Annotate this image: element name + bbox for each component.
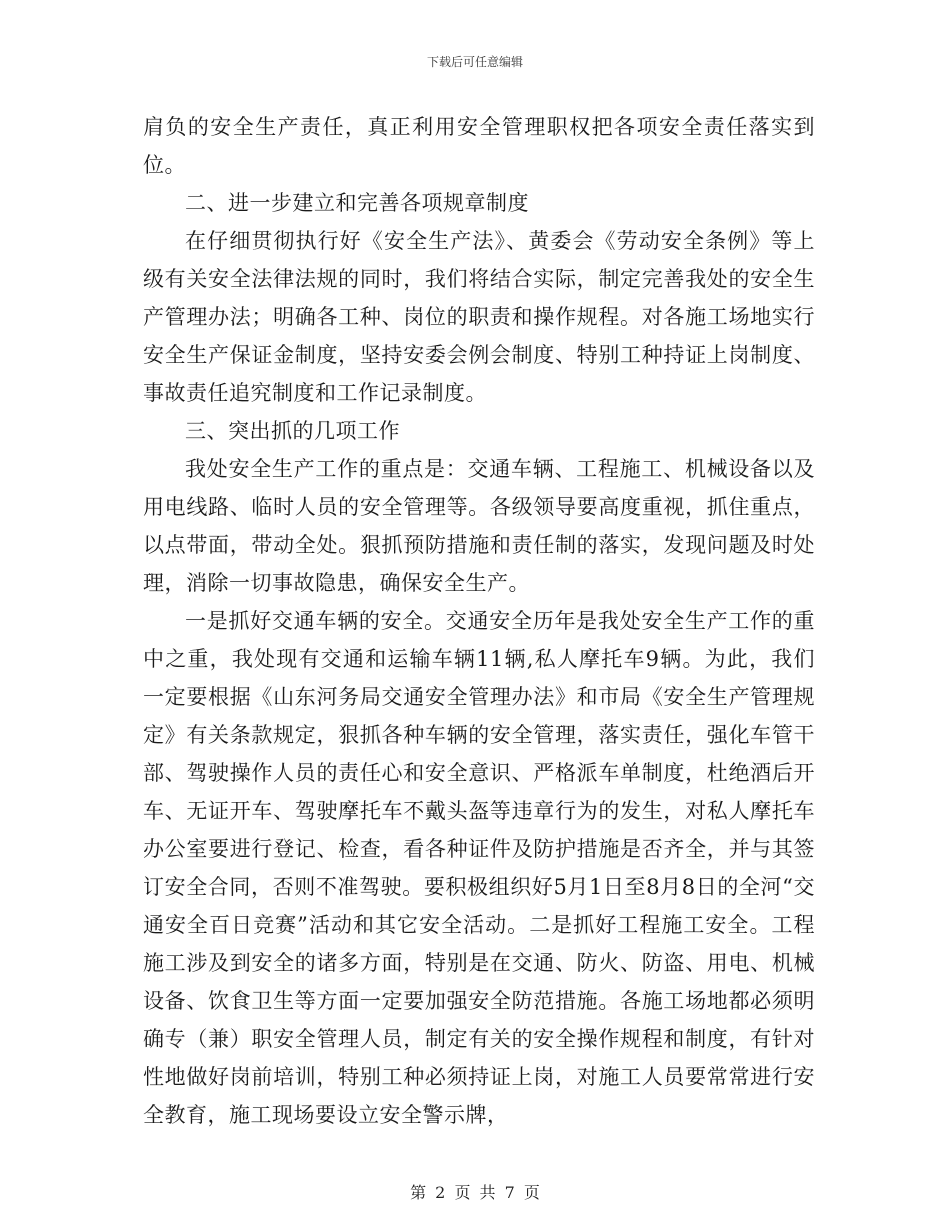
paragraph-traffic-safety: 一是抓好交通车辆的安全。交通安全历年是我处安全生产工作的重中之重，我处现有交通和运输车辆11辆,私人摩托车9辆。为此，我们一定要根据《山东河务局交通安全管理办法》和市局《安全生产管理规定》有关条款规定，狠抓各种车辆的安全管理，落实责任，强化车管干部、驾驶操作人员的责任心和安全意识、严格派车单制度，杜绝酒后开车、无证开车、驾驶摩托车不戴头盔等违章行为的发生，对私人摩托车办公室要进行登记、检查，看各种证件及防护措施是否齐全，并与其签订安全合同，否则不准驾驶。要积极组织好5月1日至8月8日的全河“交通安全百日竞赛”活动和其它安全活动。二是抓好工程施工安全。工程施工涉及到安全的诸多方面，特别是在交通、防火、防盗、用电、机械设备、饮食卫生等方面一定要加强安全防范措施。各施工场地都必须明确专（兼）职安全管理人员，制定有关的安全操作规程和制度，有针对性地做好岗前培训，特别工种必须持证上岗，对施工人员要常常进行安全教育，施工现场要设立安全警示牌，	[143, 609, 815, 1127]
document-body	[143, 108, 815, 1134]
page-number: 第 2 页 共 7 页	[410, 1183, 540, 1202]
paragraph-continuation: 肩负的安全生产责任，真正利用安全管理职权把各项安全责任落实到位。	[143, 115, 815, 177]
section-heading-3: 三、突出抓的几项工作	[185, 419, 400, 443]
section-heading-2: 二、进一步建立和完善各项规章制度	[185, 191, 529, 215]
page-header: 下载后可任意编辑	[426, 55, 523, 69]
paragraph-regulations: 在仔细贯彻执行好《安全生产法》、黄委会《劳动安全条例》等上级有关安全法律法规的同时，我们将结合实际，制定完善我处的安全生产管理办法；明确各工种、岗位的职责和操作规程。对各施工场地实行安全生产保证金制度，坚持安委会例会制度、特别工种持证上岗制度、事故责任追究制度和工作记录制度。	[143, 229, 815, 405]
paragraph-key-points: 我处安全生产工作的重点是：交通车辆、工程施工、机械设备以及用电线路、临时人员的安全管理等。各级领导要高度重视，抓住重点，以点带面，带动全处。狠抓预防措施和责任制的落实，发现问题及时处理，消除一切事故隐患，确保安全生产。	[143, 457, 815, 595]
